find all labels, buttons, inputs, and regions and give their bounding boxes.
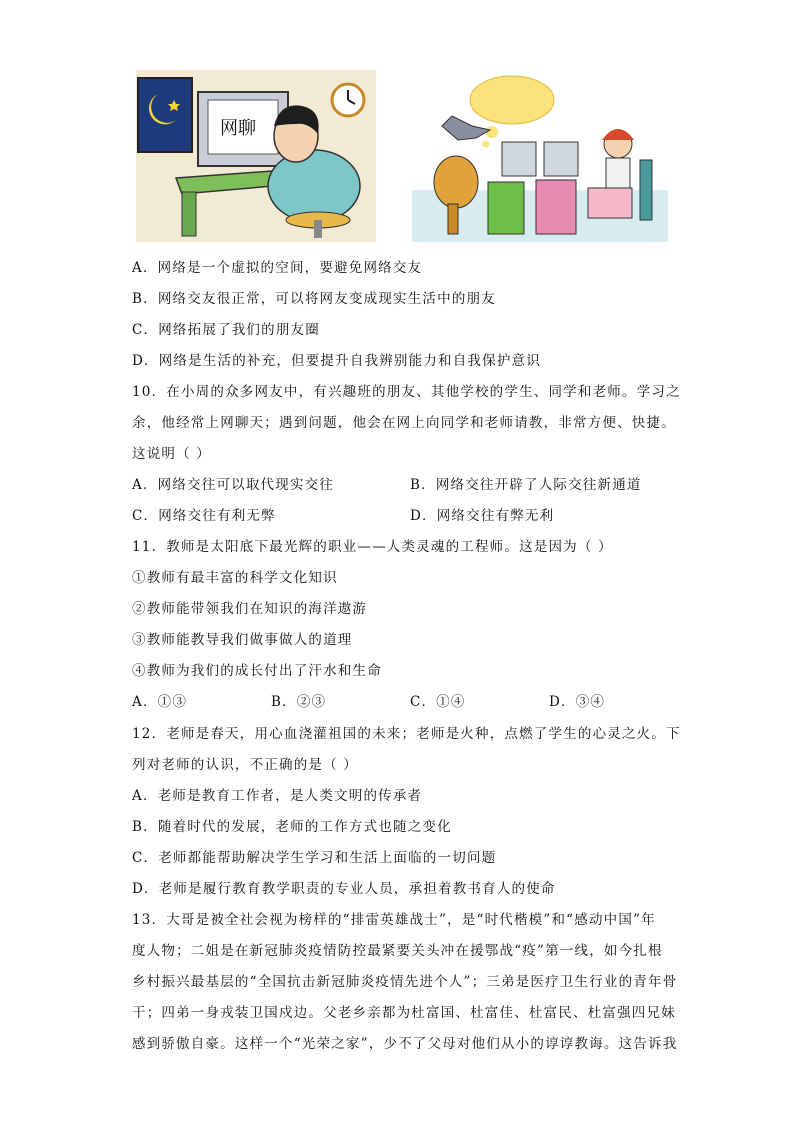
q9-option-c: C．网络拓展了我们的朋友圈 bbox=[132, 322, 320, 338]
online-chat-cartoon-icon bbox=[136, 70, 376, 242]
q13-stem-line-4: 干；四弟一身戎装卫国戍边。父老乡亲都为杜富国、杜富佳、杜富民、杜富强四兄妹 bbox=[132, 1005, 676, 1021]
chat-sign-text: 网聊 bbox=[220, 118, 256, 139]
q11-item-4: ④教师为我们的成长付出了汗水和生命 bbox=[132, 663, 382, 679]
q9-option-d: D．网络是生活的补充，但要提升自我辨别能力和自我保护意识 bbox=[132, 353, 541, 369]
q13-stem-line-1: 13．大哥是被全社会视为榜样的“排雷英雄战士”，是“时代楷模”和“感动中国”年 bbox=[132, 912, 656, 928]
q10-option-a: A．网络交往可以取代现实交往 bbox=[132, 477, 335, 493]
illustration-wolf-and-girl-chat bbox=[412, 70, 668, 242]
q13-stem-line-3: 乡村振兴最基层的“全国抗击新冠肺炎疫情先进个人”；三弟是医疗卫生行业的青年骨 bbox=[132, 974, 678, 990]
q12-option-b: B．随着时代的发展，老师的工作方式也随之变化 bbox=[132, 819, 452, 835]
q11-item-1: ①教师有最丰富的科学文化知识 bbox=[132, 570, 338, 586]
q11-option-c: C．①④ bbox=[410, 694, 466, 710]
q12-stem-line-1: 12．老师是春天，用心血浇灌祖国的未来；老师是火种，点燃了学生的心灵之火。下 bbox=[132, 726, 681, 742]
q11-item-3: ③教师能教导我们做事做人的道理 bbox=[132, 632, 353, 648]
q10-stem-line-2: 余，他经常上网聊天；遇到问题，他会在网上向同学和老师请教，非常方便、快捷。 bbox=[132, 415, 676, 431]
q10-option-d: D．网络交往有弊无利 bbox=[410, 508, 555, 524]
q13-stem-line-2: 度人物；二姐是在新冠肺炎疫情防控最紧要关头冲在援鄂战“疫”第一线，如今扎根 bbox=[132, 943, 663, 959]
q9-option-b: B．网络交友很正常，可以将网友变成现实生活中的朋友 bbox=[132, 291, 496, 307]
q10-stem-line-3: 这说明（ ） bbox=[132, 446, 211, 462]
illustration-online-chat-night bbox=[136, 70, 376, 242]
wolf-online-chat-icon bbox=[412, 70, 668, 242]
q10-option-c: C．网络交往有利无弊 bbox=[132, 508, 276, 524]
q12-option-c: C．老师都能帮助解决学生学习和生活上面临的一切问题 bbox=[132, 850, 497, 866]
q11-option-a: A．①③ bbox=[132, 694, 188, 710]
q11-option-b: B．②③ bbox=[271, 694, 327, 710]
q13-stem-line-5: 感到骄傲自豪。这样一个“光荣之家”，少不了父母对他们从小的谆谆教诲。这告诉我 bbox=[132, 1036, 678, 1052]
q10-option-b: B．网络交往开辟了人际交往新通道 bbox=[410, 477, 642, 493]
q11-option-d: D．③④ bbox=[549, 694, 606, 710]
q12-option-d: D．老师是履行教育教学职责的专业人员，承担着教书育人的使命 bbox=[132, 881, 556, 897]
q12-stem-line-2: 列对老师的认识，不正确的是（ ） bbox=[132, 757, 358, 773]
q9-option-a: A．网络是一个虚拟的空间，要避免网络交友 bbox=[132, 260, 423, 276]
q11-stem: 11．教师是太阳底下最光辉的职业——人类灵魂的工程师。这是因为（ ） bbox=[132, 539, 613, 555]
q12-option-a: A．老师是教育工作者，是人类文明的传承者 bbox=[132, 788, 423, 804]
q11-item-2: ②教师能带领我们在知识的海洋遨游 bbox=[132, 601, 368, 617]
q10-stem-line-1: 10．在小周的众多网友中，有兴趣班的朋友、其他学校的学生、同学和老师。学习之 bbox=[132, 384, 681, 400]
